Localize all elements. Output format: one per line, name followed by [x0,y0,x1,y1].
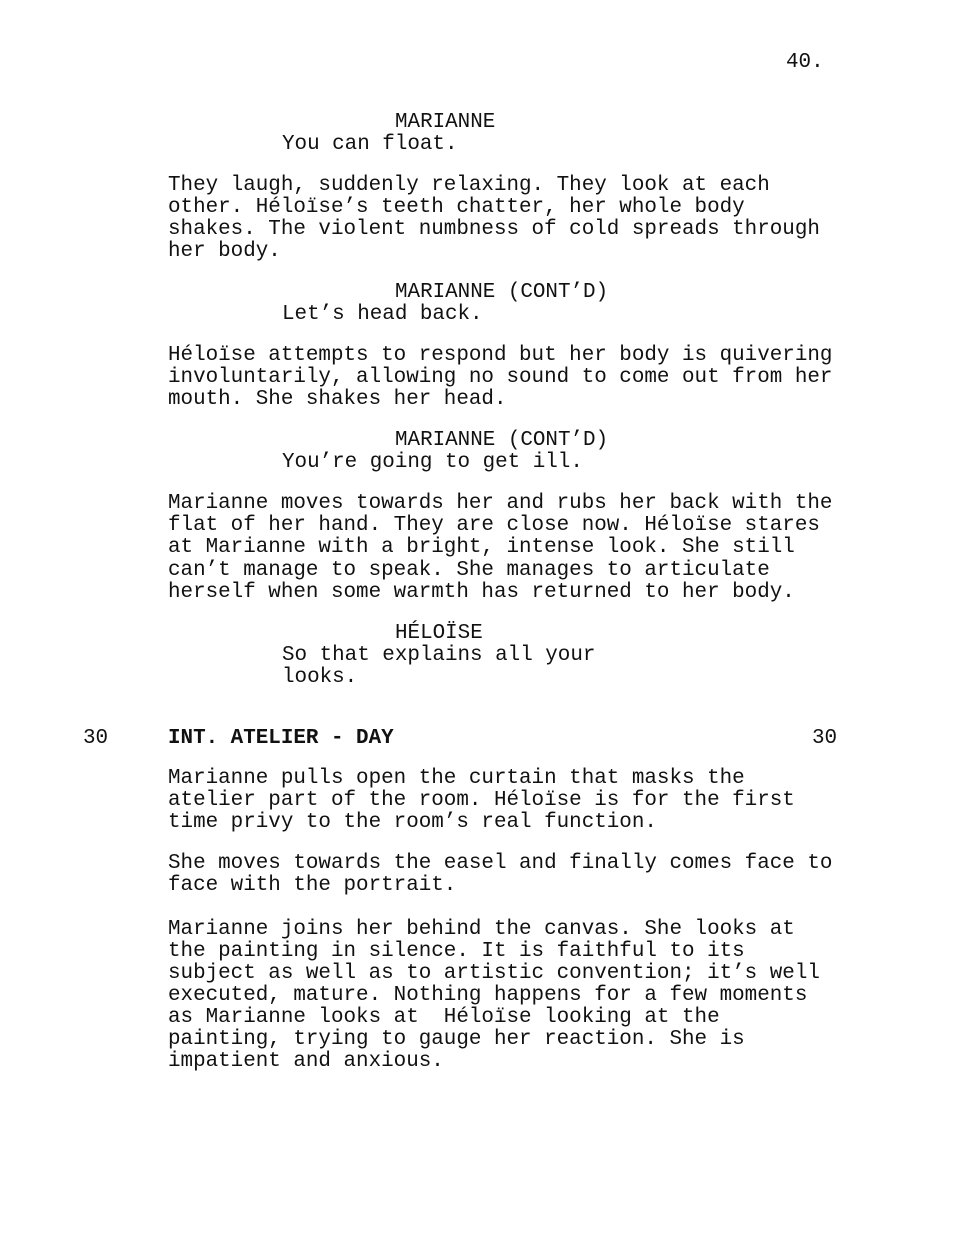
action-line: mouth. She shakes her head. [168,388,507,411]
action-line: shakes. The violent numbness of cold spreads through [168,218,820,241]
action-line: flat of her hand. They are close now. Héloïse stares [168,514,820,537]
action-line: They laugh, suddenly relaxing. They look at each [168,174,770,197]
action-line: involuntarily, allowing no sound to come out from her [168,366,833,389]
character-name: MARIANNE (CONT’D) [395,429,609,452]
page-number: 40. [786,51,824,74]
character-name: HÉLOÏSE [395,622,483,645]
dialogue-line: You’re going to get ill. [282,451,583,474]
action-line: other. Héloïse’s teeth chatter, her whole body [168,196,745,219]
action-line: at Marianne with a bright, intense look. She still [168,536,795,559]
action-line: Marianne moves towards her and rubs her back with the [168,492,833,515]
action-line: Marianne pulls open the curtain that masks the [168,767,745,790]
dialogue-line: looks. [282,666,358,689]
action-line: She moves towards the easel and finally comes face to [168,852,833,875]
scene-number-left: 30 [83,727,109,750]
character-name: MARIANNE (CONT’D) [395,281,609,304]
action-line: executed, mature. Nothing happens for a few moments [168,984,808,1007]
action-line: her body. [168,240,281,263]
action-line: as Marianne looks at Héloïse looking at the [168,1006,720,1029]
action-line: painting, trying to gauge her reaction. She is [168,1028,745,1051]
action-line: herself when some warmth has returned to her body. [168,581,795,604]
action-line: the painting in silence. It is faithful to its [168,940,745,963]
action-line: Marianne joins her behind the canvas. She looks at [168,918,795,941]
dialogue-line: Let’s head back. [282,303,483,326]
action-line: face with the portrait. [168,874,457,897]
dialogue-line: You can float. [282,133,458,156]
action-line: subject as well as to artistic convention; it’s well [168,962,820,985]
scene-number-right: 30 [812,727,838,750]
action-line: can’t manage to speak. She manages to articulate [168,559,770,582]
scene-heading: INT. ATELIER - DAY [168,727,394,750]
action-line: atelier part of the room. Héloïse is for the first [168,789,795,812]
character-name: MARIANNE [395,111,496,134]
action-line: time privy to the room’s real function. [168,811,657,834]
action-line: Héloïse attempts to respond but her body is quivering [168,344,833,367]
dialogue-line: So that explains all your [282,644,596,667]
action-line: impatient and anxious. [168,1050,444,1073]
